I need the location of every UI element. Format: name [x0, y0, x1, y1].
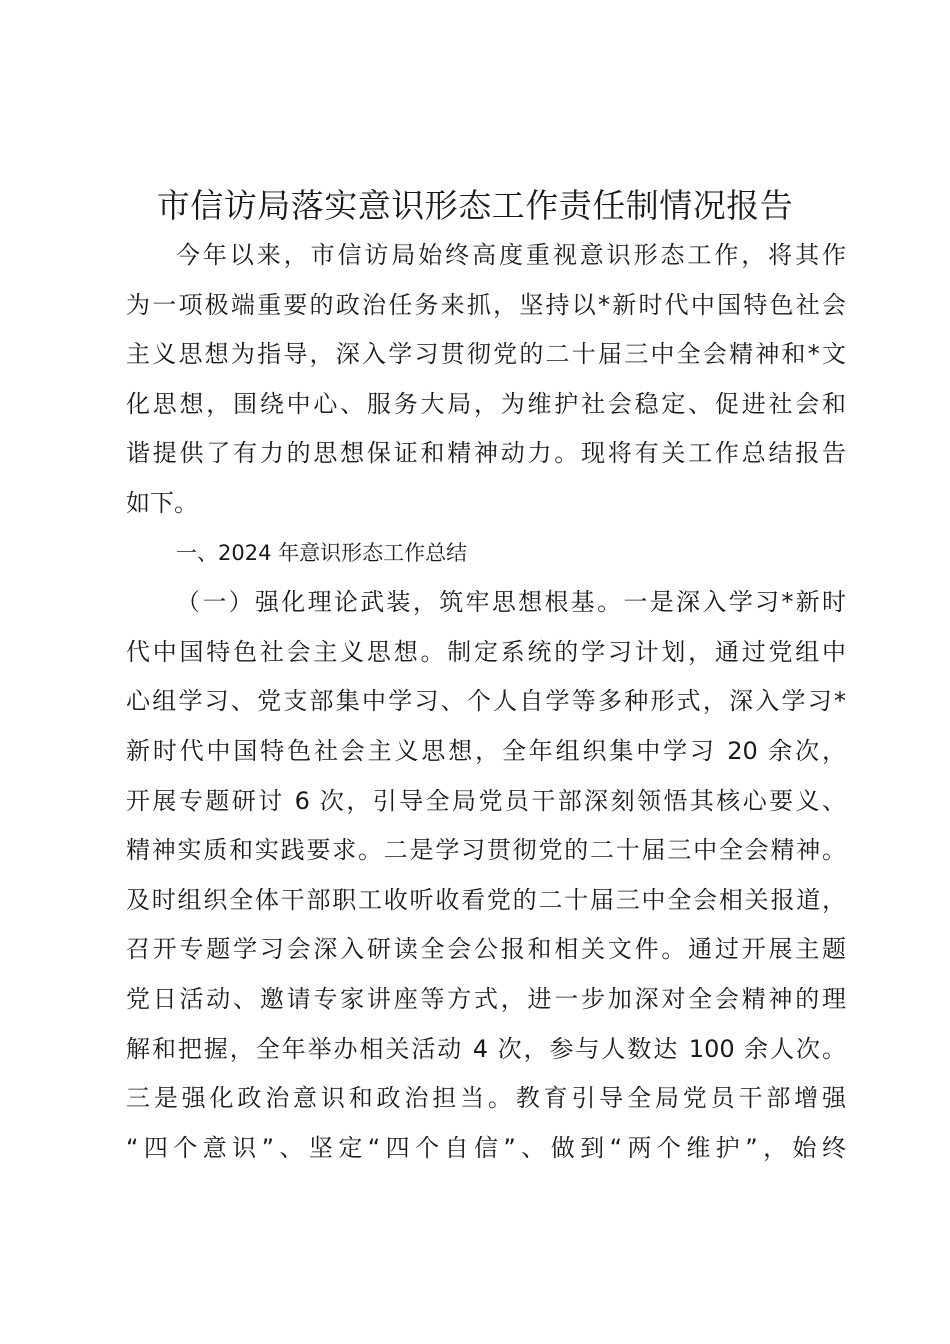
paragraph-line: 代中国特色社会主义思想。制定系统的学习计划，通过党组中	[126, 637, 846, 666]
paragraph-line: 谐提供了有力的思想保证和精神动力。现将有关工作总结报告	[126, 439, 846, 468]
document-title: 市信访局落实意识形态工作责任制情况报告	[156, 186, 794, 225]
paragraph-line: 化思想，围绕中心、服务大局，为维护社会稳定、促进社会和	[126, 389, 846, 418]
paragraph-line: 三是强化政治意识和政治担当。教育引导全局党员干部增强	[126, 1084, 846, 1113]
paragraph-line: “四个意识”、坚定“四个自信”、做到“两个维护”，始终	[126, 1133, 846, 1162]
paragraph-line: 精神实质和实践要求。二是学习贯彻党的二十届三中全会精神。	[126, 836, 846, 865]
paragraph-line: 解和把握，全年举办相关活动 4 次，参与人数达 100 余人次。	[126, 1034, 846, 1063]
paragraph-line: 党日活动、邀请专家讲座等方式，进一步加深对全会精神的理	[126, 984, 846, 1013]
paragraph-line: 开展专题研讨 6 次，引导全局党员干部深刻领悟其核心要义、	[126, 786, 846, 815]
paragraph-line: 新时代中国特色社会主义思想，全年组织集中学习 20 余次，	[126, 736, 846, 765]
paragraph-line: 及时组织全体干部职工收听收看党的二十届三中全会相关报道，	[126, 885, 846, 914]
document-body	[126, 231, 846, 1173]
section-heading: 一、2024 年意识形态工作总结	[176, 540, 468, 565]
paragraph-line: 心组学习、党支部集中学习、个人自学等多种形式，深入学习*	[126, 687, 846, 716]
paragraph-line: 主义思想为指导，深入学习贯彻党的二十届三中全会精神和*文	[126, 340, 846, 369]
paragraph-line: 今年以来，市信访局始终高度重视意识形态工作，将其作	[176, 241, 846, 269]
paragraph-line: 如下。	[126, 488, 198, 517]
paragraph-line: 召开专题学习会深入研读全会公报和相关文件。通过开展主题	[126, 935, 846, 964]
paragraph-line: 为一项极端重要的政治任务来抓，坚持以*新时代中国特色社会	[126, 290, 846, 319]
paragraph-line: （一）强化理论武装，筑牢思想根基。一是深入学习*新时	[176, 588, 846, 617]
